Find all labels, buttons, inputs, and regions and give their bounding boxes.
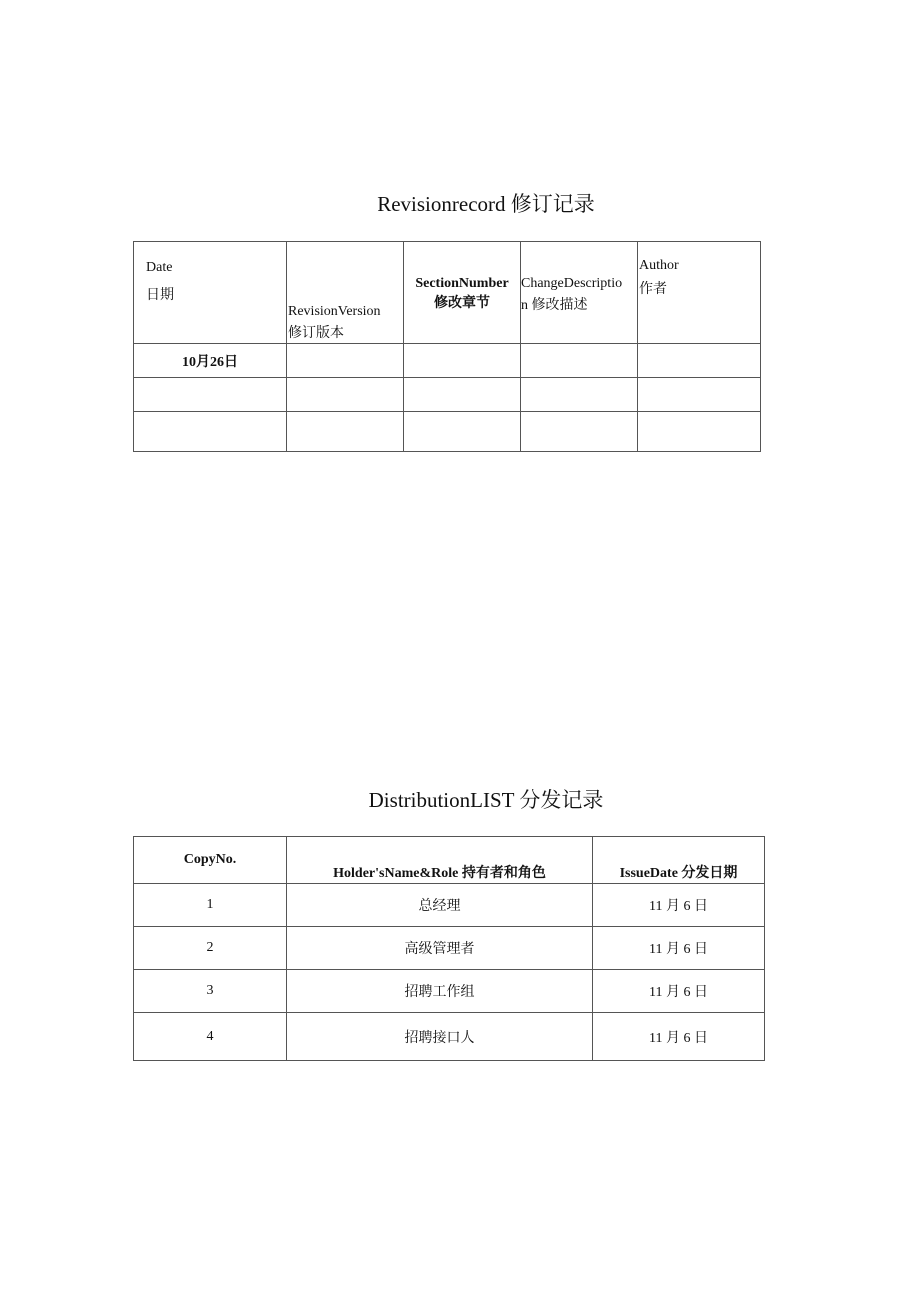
- header-version-cell: [287, 242, 404, 344]
- holder-cell: 招聘工作组: [287, 970, 593, 1013]
- revision-version-cell: [287, 412, 404, 452]
- revision-row: [134, 344, 761, 378]
- header-section-cell: [404, 242, 521, 344]
- revision-section-cell: [404, 344, 521, 378]
- copy-no-cell: 1: [134, 884, 287, 927]
- header-section-en: SectionNumber: [415, 276, 509, 291]
- copy-no-cell: 3: [134, 970, 287, 1013]
- revision-date-cell: 10月26日: [134, 344, 287, 378]
- revision-row: [134, 378, 761, 412]
- header-date-zh: 日期: [146, 288, 174, 303]
- revision-version-cell: [287, 344, 404, 378]
- revision-date-cell: [134, 412, 287, 452]
- revision-record-title: Revisionrecord 修订记录: [377, 192, 595, 216]
- header-holder-cell: [287, 837, 593, 884]
- revision-version-cell: [287, 378, 404, 412]
- header-change-zh: n 修改描述: [521, 298, 588, 313]
- issue-date-cell: 11 月 6 日: [593, 884, 765, 927]
- header-author-cell: [638, 242, 761, 344]
- issue-date-cell: 11 月 6 日: [593, 1013, 765, 1061]
- distribution-row: [134, 884, 765, 927]
- revision-header-row: [134, 242, 761, 344]
- holder-cell: 高级管理者: [287, 927, 593, 970]
- header-author-zh: 作者: [639, 282, 667, 297]
- header-version-en: RevisionVersion: [288, 304, 381, 319]
- revision-row: [134, 412, 761, 452]
- distribution-row: [134, 1013, 765, 1061]
- header-date-en: Date: [146, 260, 173, 275]
- copy-no-cell: 4: [134, 1013, 287, 1061]
- revision-author-cell: [638, 412, 761, 452]
- revision-date-cell: [134, 378, 287, 412]
- header-copy-no: CopyNo.: [183, 852, 237, 867]
- header-section-zh: 修改章节: [434, 296, 490, 311]
- header-copy-no-cell: [134, 837, 287, 884]
- distribution-list-title: DistributionLIST 分发记录: [368, 788, 604, 812]
- holder-cell: 招聘接口人: [287, 1013, 593, 1061]
- revision-change-cell: [521, 412, 638, 452]
- header-version-zh: 修订版本: [288, 326, 344, 341]
- copy-no-cell: 2: [134, 927, 287, 970]
- header-change-cell: [521, 242, 638, 344]
- revision-section-cell: [404, 378, 521, 412]
- revision-change-cell: [521, 378, 638, 412]
- header-holder: Holder'sName&Role 持有者和角色: [333, 866, 546, 881]
- header-date-cell: [134, 242, 287, 344]
- distribution-row: [134, 927, 765, 970]
- revision-author-cell: [638, 378, 761, 412]
- distribution-list-table: [133, 836, 765, 1061]
- revision-section-cell: [404, 412, 521, 452]
- revision-record-table: [133, 241, 761, 452]
- header-issue-date: IssueDate 分发日期: [619, 866, 738, 881]
- issue-date-cell: 11 月 6 日: [593, 970, 765, 1013]
- header-issue-date-cell: [593, 837, 765, 884]
- issue-date-cell: 11 月 6 日: [593, 927, 765, 970]
- holder-cell: 总经理: [287, 884, 593, 927]
- revision-change-cell: [521, 344, 638, 378]
- header-author-en: Author: [639, 258, 679, 273]
- header-change-en: ChangeDescriptio: [521, 276, 623, 291]
- distribution-header-row: [134, 837, 765, 884]
- distribution-row: [134, 970, 765, 1013]
- revision-author-cell: [638, 344, 761, 378]
